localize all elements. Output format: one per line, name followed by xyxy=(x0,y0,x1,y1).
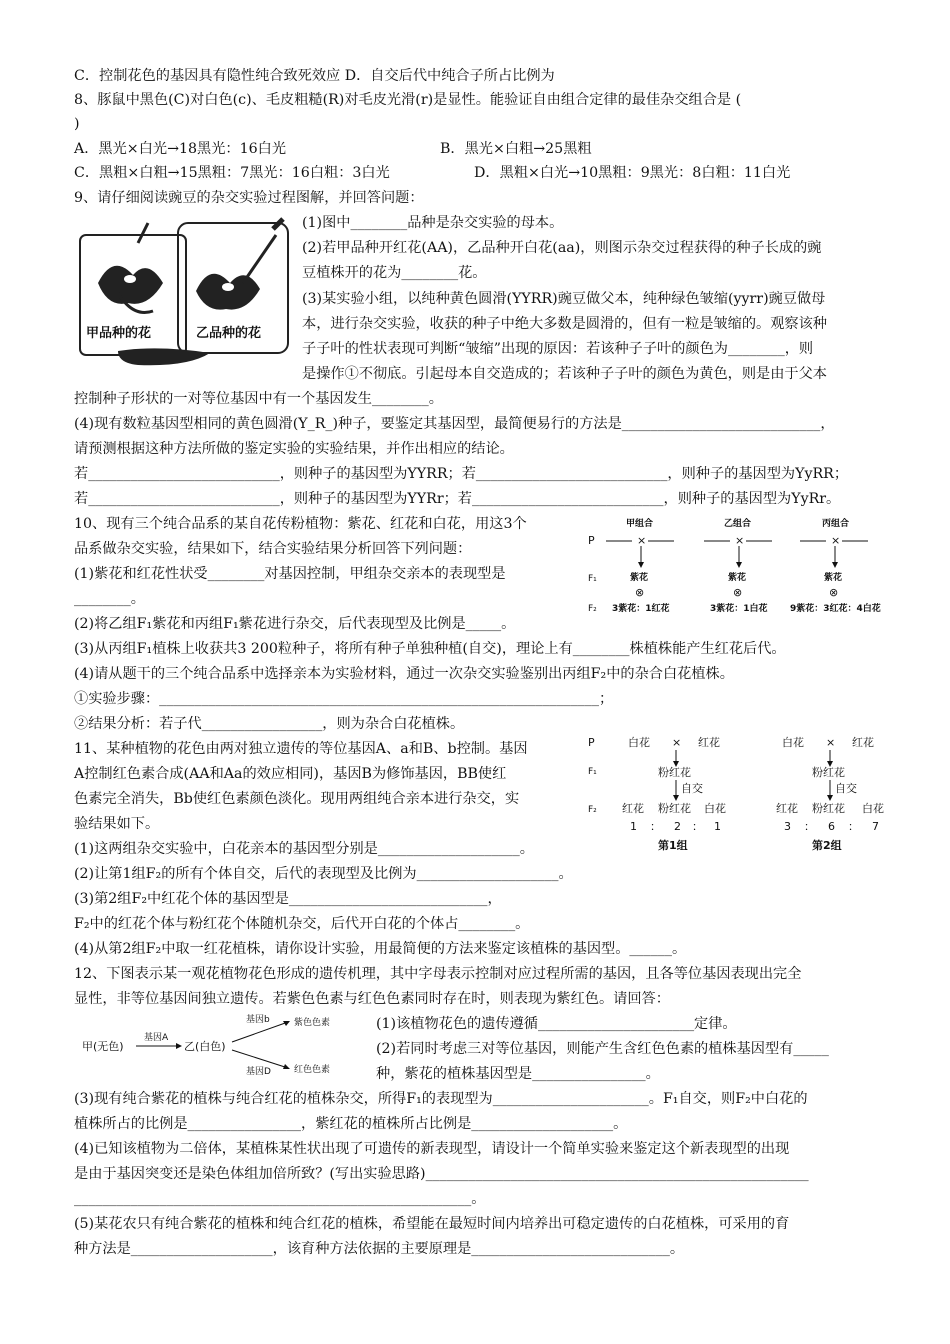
q11-f2-red: 红花 xyxy=(622,802,644,815)
pathway-gene-a: 基因A xyxy=(144,1033,169,1043)
q11-stem: 11、某种植物的花色由两对独立遗传的等位基因A、a和B、b控制。基因 xyxy=(74,741,528,757)
q10-step: ①实验步骤：______________________________________________________________； xyxy=(74,691,614,707)
q10-group-yi xyxy=(704,517,772,614)
q8-option-c: C．黑粗×白粗→15黑粗：7黑光：16白粗：3白光 xyxy=(74,165,390,181)
q11-f2-label: F₂ xyxy=(588,805,597,815)
q9-part4: (4)现有数粒基因型相同的黄色圆滑(Y_R_)种子，要鉴定其基因型，最简便易行的方法是____________________________， xyxy=(74,416,835,432)
flower-b-icon xyxy=(196,219,283,310)
q11-part3-cont: F₂中的红花个体与粉红花个体随机杂交，后代开白花的个体占________。 xyxy=(74,916,530,932)
q10-f1-value: 紫花 xyxy=(824,573,843,583)
q9-result-1: 若___________________________，则种子的基因型为YYRR；若___________________________，则种子的基因型为YyRR； xyxy=(74,466,849,482)
q9-part2-cont: 豆植株开的花为________花。 xyxy=(302,265,487,281)
q10-stem-cont: 品系做杂交实验，结果如下，结合实验结果分析回答下列问题： xyxy=(74,541,472,557)
q11-parent-red: 红花 xyxy=(852,736,874,749)
q11-ratio-colon: ： xyxy=(650,820,661,833)
q11-group-title: 第1组 xyxy=(658,839,688,852)
q11-f1-value: 粉红花 xyxy=(812,766,845,779)
q11-ratio-white: 7 xyxy=(872,820,879,833)
q12-pathway-diagram xyxy=(80,1012,376,1076)
q11-ratio-colon: ： xyxy=(804,820,815,833)
q12-part4-cont: 是由于基因突变还是染色体组加倍所致？(写出实验思路)______________________________________________________ xyxy=(74,1166,809,1182)
q9-part3-cont2: 子子叶的性状表现可判断“皱缩”出现的原因：若该种子子叶的颜色为________，则 xyxy=(302,341,814,357)
q11-ratio-red: 1 xyxy=(630,820,637,833)
q11-ratio-colon: ： xyxy=(848,820,859,833)
q9-part3: (3)某实验小组，以纯种黄色圆滑(YYRR)豌豆做父本，纯种绿色皱缩(yyrr)豌豆做母 xyxy=(302,291,826,307)
q10-f2-ratio: 3紫花：1白花 xyxy=(710,604,768,614)
q10-cross-sign: × xyxy=(735,534,745,547)
q7-option-cd: C．控制花色的基因具有隐性纯合致死效应 D．自交后代中纯合子所占比例为 xyxy=(74,68,555,84)
q12-part2: (2)若同时考虑三对等位基因，则能产生含红色色素的植株基因型有_____ xyxy=(376,1041,829,1057)
q9-part4-cont: 请预测根据这种方法所做的鉴定实验的实验结果，并作出相应的结论。 xyxy=(74,441,514,457)
pathway-start: 甲(无色) xyxy=(82,1040,124,1053)
q12-part3-cont: 植株所占的比例是________________，紫红花的植株所占比例是____________________。 xyxy=(74,1116,628,1132)
q9-stem: 9、请仔细阅读豌豆的杂交实验过程图解，并回答问题： xyxy=(74,190,424,206)
q10-part3: (3)从丙组F₁植株上收获共3 200粒种子，将所有种子单独种植(自交)，理论上有________株植株能产生红花后代。 xyxy=(74,641,786,657)
q10-selfing-sign: ⊗ xyxy=(733,586,743,599)
seed-pod-icon xyxy=(118,348,210,365)
q11-stem-cont3: 验结果如下。 xyxy=(74,816,160,832)
q8-stem: 8、豚鼠中黑色(C)对白色(c)、毛皮粗糙(R)对毛皮光滑(r)是显性。能验证自由组合定律的最佳杂交组合是 ( xyxy=(74,92,742,108)
q12-part5-cont: 种方法是____________________，该育种方法依据的主要原理是____________________________。 xyxy=(74,1241,685,1257)
q10-cross-diagram xyxy=(586,514,886,618)
q11-parent-white: 白花 xyxy=(782,736,804,749)
q10-f2-ratio: 3紫花：1红花 xyxy=(612,604,670,614)
q9-part3-cont1: 本，进行杂交实验，收获的种子中绝大多数是圆滑的，但有一粒是皱缩的。观察该种 xyxy=(302,316,827,332)
pathway-gene-d: 基因D xyxy=(246,1067,271,1076)
q11-p-label: P xyxy=(588,736,595,749)
q11-f2-pink: 粉红花 xyxy=(812,802,845,815)
q10-selfing-sign: ⊗ xyxy=(829,586,839,599)
q8-option-a: A．黑光×白光→18黑光：16白光 xyxy=(74,141,287,157)
q11-f1-label: F₁ xyxy=(588,767,597,777)
q11-f2-white: 白花 xyxy=(862,802,884,815)
q9-part2: (2)若甲品种开红花(AA)，乙品种开白花(aa)，则图示杂交过程获得的种子长成的豌 xyxy=(302,240,822,256)
pathway-mid: 乙(白色) xyxy=(184,1040,226,1053)
q11-part3: (3)第2组F₂中红花个体的基因型是____________________________， xyxy=(74,891,502,907)
q12-part5: (5)某花农只有纯合紫花的植株和纯合红花的植株，希望能在最短时间内培养出可稳定遗传的白花植株，可采用的育 xyxy=(74,1216,790,1232)
q10-part1-cont: ________。 xyxy=(74,591,145,607)
q10-f1-value: 紫花 xyxy=(728,573,747,583)
q11-group-2 xyxy=(776,735,884,852)
q11-part1: (1)这两组杂交实验中，白花亲本的基因型分别是____________________。 xyxy=(74,841,534,857)
q12-stem-cont: 显性，非等位基因间独立遗传。若紫色色素与红色色素同时存在时，则表现为紫红色。请回答： xyxy=(74,991,670,1007)
q11-cross-sign: × xyxy=(826,736,836,749)
q11-ratio-red: 3 xyxy=(784,820,791,833)
q10-part4: (4)请从题干的三个纯合品系中选择亲本为实验材料，通过一次杂交实验鉴别出丙组F₂中的杂合白花植株。 xyxy=(74,666,734,682)
q10-f1-label: F₁ xyxy=(588,574,597,584)
q11-f2-pink: 粉红花 xyxy=(658,802,691,815)
q10-group-name: 乙组合 xyxy=(724,519,752,529)
q11-ratio-colon: ： xyxy=(692,820,703,833)
q11-group-title: 第2组 xyxy=(812,839,842,852)
q12-part4-blank: ________________________________________________________。 xyxy=(74,1191,486,1207)
q10-part2: (2)将乙组F₁紫花和丙组F₁紫花进行杂交，后代表现型及比例是_____。 xyxy=(74,616,516,632)
q8-option-d: D．黑粗×白光→10黑粗：9黑光：8白粗：11白光 xyxy=(474,165,791,181)
q11-f2-red: 红花 xyxy=(776,802,798,815)
q10-group-bing xyxy=(790,517,881,614)
q8-option-b: B．黑光×白粗→25黑粗 xyxy=(440,141,592,157)
q11-stem-cont2: 色素完全消失，Bb使红色素颜色淡化。现用两组纯合亲本进行杂交，实 xyxy=(74,791,520,807)
pathway-purple: 紫色色素 xyxy=(294,1018,331,1028)
q12-part1: (1)该植物花色的遗传遵循______________________定律。 xyxy=(376,1016,737,1032)
flower-a-icon xyxy=(98,223,163,313)
q12-part2-cont: 种，紫花的植株基因型是________________。 xyxy=(376,1066,660,1082)
q11-part2: (2)让第1组F₂的所有个体自交，后代的表现型及比例为____________________。 xyxy=(74,866,573,882)
q10-cross-sign: × xyxy=(831,534,841,547)
flower-b-label: 乙品种的花 xyxy=(196,326,262,341)
q11-f2-white: 白花 xyxy=(704,802,726,815)
q10-group-name: 甲组合 xyxy=(626,519,654,529)
q11-ratio-pink: 6 xyxy=(828,820,835,833)
q9-part1: (1)图中________品种是杂交实验的母本。 xyxy=(302,215,564,231)
q10-f2-label: F₂ xyxy=(588,604,597,614)
q10-f2-ratio: 9紫花：3红花：4白花 xyxy=(790,604,881,614)
q11-f1-value: 粉红花 xyxy=(658,766,691,779)
q10-group-jia xyxy=(606,517,674,614)
q10-part1: (1)紫花和红花性状受________对基因控制，甲组杂交亲本的表现型是 xyxy=(74,566,506,582)
q10-analysis: ②结果分析：若子代_________________，则为杂合白花植株。 xyxy=(74,716,465,732)
q10-group-name: 丙组合 xyxy=(822,519,850,529)
q10-stem: 10、现有三个纯合品系的某自花传粉植物：紫花、红花和白花，用这3个 xyxy=(74,516,527,532)
q11-cross-diagram xyxy=(586,732,898,854)
q12-part3: (3)现有纯合紫花的植株与纯合红花的植株杂交，所得F₁的表现型为______________________。F₁自交，则F₂中白花的 xyxy=(74,1091,808,1107)
pea-flower-figure xyxy=(78,213,298,373)
q10-f1-value: 紫花 xyxy=(630,573,649,583)
q10-cross-sign: × xyxy=(637,534,647,547)
q11-parent-white: 白花 xyxy=(628,736,650,749)
q10-selfing-sign: ⊗ xyxy=(635,586,645,599)
q11-cross-sign: × xyxy=(672,736,682,749)
q8-stem-end: ) xyxy=(74,116,80,132)
q9-result-2: 若___________________________，则种子的基因型为YYRr；若___________________________，则种子的基因型为YyRr。 xyxy=(74,491,841,507)
q11-parent-red: 红花 xyxy=(698,736,720,749)
pathway-gene-b: 基因b xyxy=(246,1015,270,1025)
q11-self-label: 自交 xyxy=(835,782,857,795)
q11-stem-cont1: A控制红色素合成(AA和Aa的效应相同)，基因B为修饰基因，BB使红 xyxy=(74,766,507,782)
flower-a-label: 甲品种的花 xyxy=(86,326,152,341)
q11-ratio-pink: 2 xyxy=(674,820,681,833)
q11-ratio-white: 1 xyxy=(714,820,721,833)
q9-part3-cont3: 是操作①不彻底。引起母本自交造成的；若该种子子叶的颜色为黄色，则是由于父本 xyxy=(302,366,827,382)
q11-self-label: 自交 xyxy=(681,782,703,795)
q10-p-label: P xyxy=(588,534,595,547)
pathway-red: 红色色素 xyxy=(294,1065,331,1075)
q12-stem: 12、下图表示某一观花植物花色形成的遗传机理，其中字母表示控制对应过程所需的基因，且各等位基因表现出完全 xyxy=(74,966,802,982)
q11-part4: (4)从第2组F₂中取一红花植株，请你设计实验，用最简便的方法来鉴定该植株的基因型。______。 xyxy=(74,941,687,957)
q11-group-1 xyxy=(622,735,726,852)
q12-part4: (4)已知该植物为二倍体，某植株某性状出现了可遗传的新表现型，请设计一个简单实验来鉴定这个新表现型的出现 xyxy=(74,1141,790,1157)
q9-part3-cont4: 控制种子形状的一对等位基因中有一个基因发生________。 xyxy=(74,391,443,407)
